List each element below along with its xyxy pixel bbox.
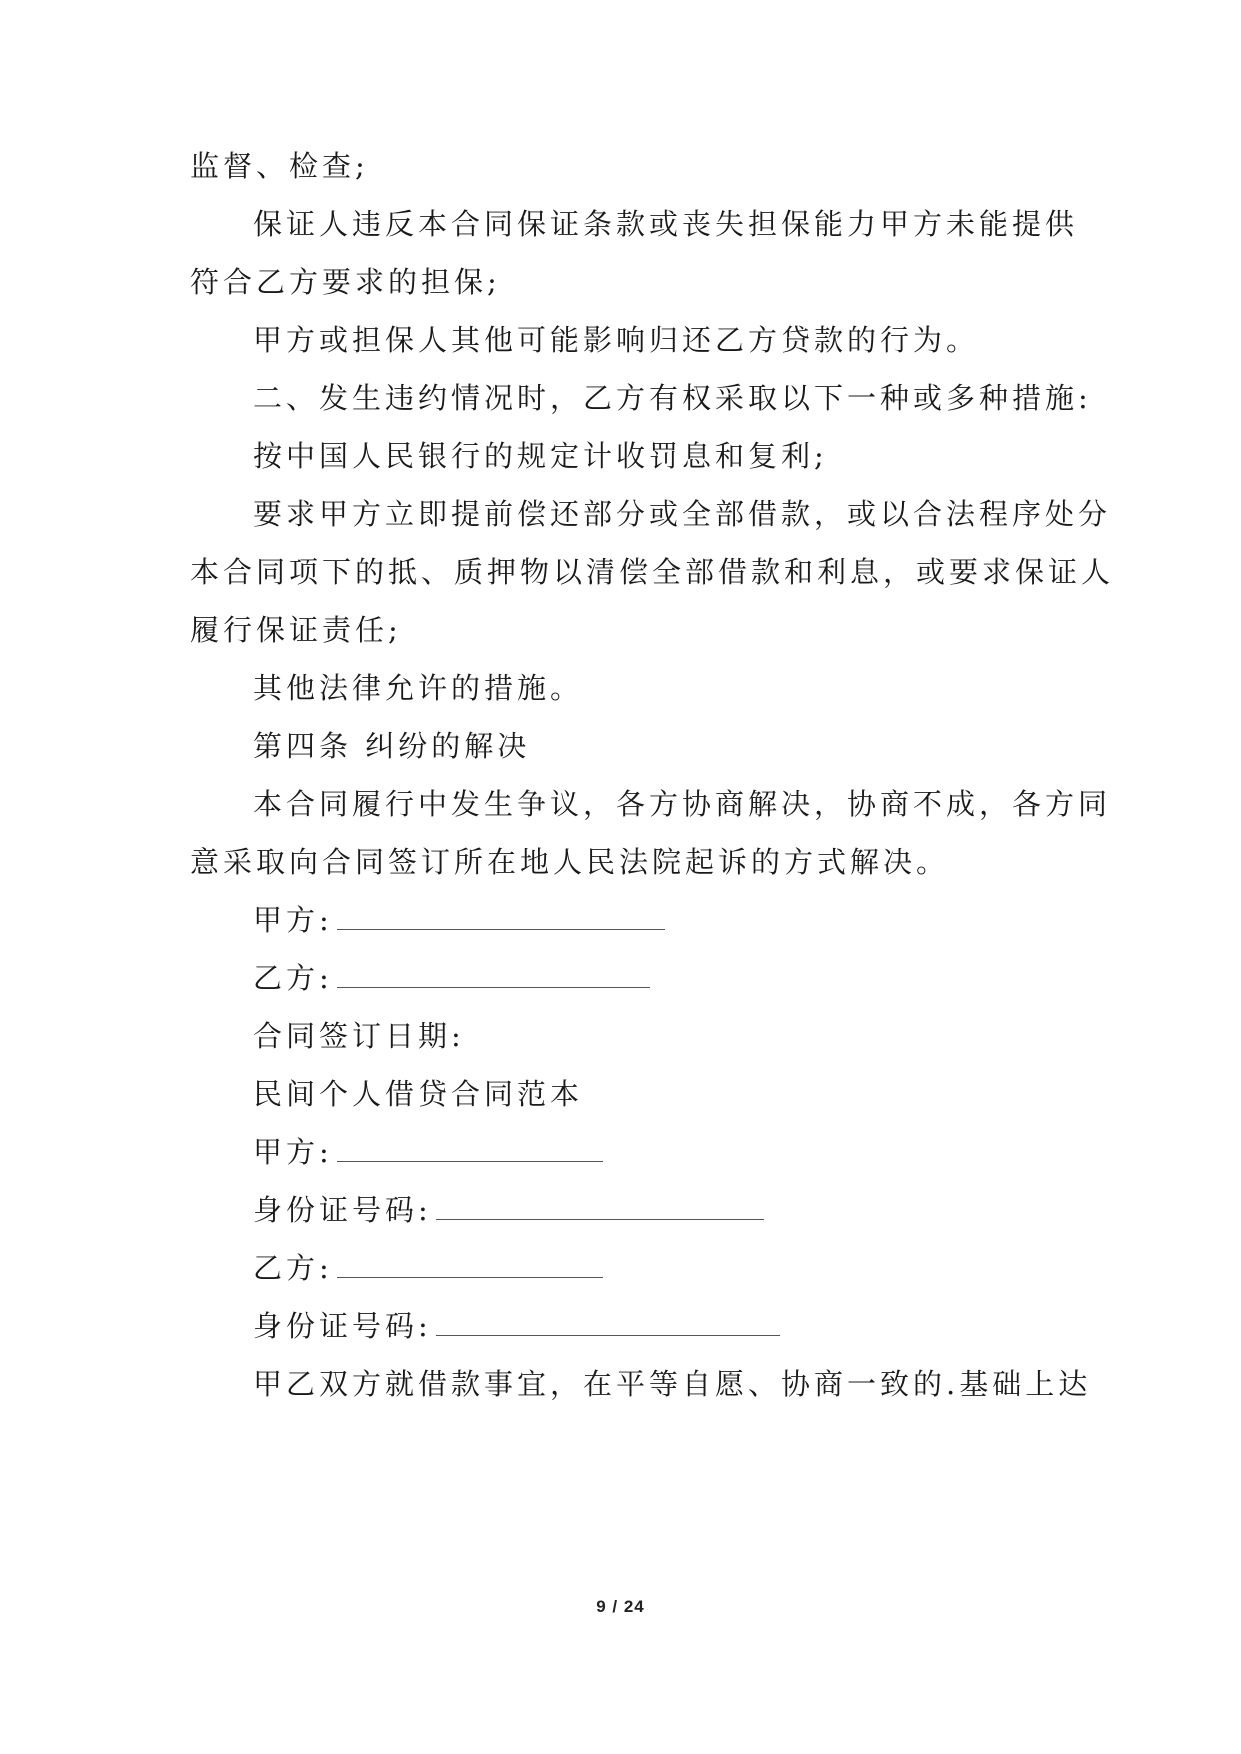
text-line: 按中国人民银行的规定计收罚息和复利; <box>253 439 828 473</box>
template-title: 民间个人借贷合同范本 <box>253 1077 584 1111</box>
signature-line-party-a <box>253 900 665 940</box>
text-line: 其他法律允许的措施。 <box>253 671 584 705</box>
id-number-label: 身份证号码: <box>253 1309 432 1343</box>
text-line: 监督、检查; <box>190 149 369 183</box>
form-line-party-b <box>253 1248 603 1288</box>
fill-blank <box>337 1251 603 1278</box>
text-line: 保证人违反本合同保证条款或丧失担保能力甲方未能提供 <box>253 207 1079 241</box>
form-line-party-a <box>253 1132 603 1172</box>
text-line: 意采取向合同签订所在地人民法院起诉的方式解决。 <box>190 845 950 879</box>
fill-blank <box>436 1309 780 1336</box>
party-a-label: 甲方: <box>253 903 333 937</box>
signature-blank <box>337 961 650 988</box>
text-line: 甲方或担保人其他可能影响归还乙方贷款的行为。 <box>253 323 980 357</box>
sign-date-label: 合同签订日期: <box>253 1019 465 1053</box>
text-line: 二、发生违约情况时，乙方有权采取以下一种或多种措施: <box>253 381 1092 415</box>
text-line: 履行保证责任; <box>190 613 402 647</box>
signature-blank <box>337 903 665 930</box>
form-line-id-a <box>253 1190 764 1230</box>
fill-blank <box>436 1193 764 1220</box>
text-line: 本合同履行中发生争议，各方协商解决，协商不成，各方同 <box>253 787 1112 821</box>
signature-line-party-b <box>253 958 650 998</box>
id-number-label: 身份证号码: <box>253 1193 432 1227</box>
text-line: 符合乙方要求的担保; <box>190 265 501 299</box>
party-b-label: 乙方: <box>253 1251 333 1285</box>
party-a-label: 甲方: <box>253 1135 333 1169</box>
party-b-label: 乙方: <box>253 961 333 995</box>
fill-blank <box>337 1135 603 1162</box>
text-line: 本合同项下的抵、质押物以清偿全部借款和利息，或要求保证人 <box>190 555 1115 589</box>
text-line: 要求甲方立即提前偿还部分或全部借款，或以合法程序处分 <box>253 497 1112 531</box>
page-number: 9 / 24 <box>596 1597 645 1616</box>
text-line: 甲乙双方就借款事宜，在平等自愿、协商一致的.基础上达 <box>253 1367 1092 1401</box>
form-line-id-b <box>253 1306 780 1346</box>
section-heading: 第四条 纠纷的解决 <box>253 729 531 763</box>
